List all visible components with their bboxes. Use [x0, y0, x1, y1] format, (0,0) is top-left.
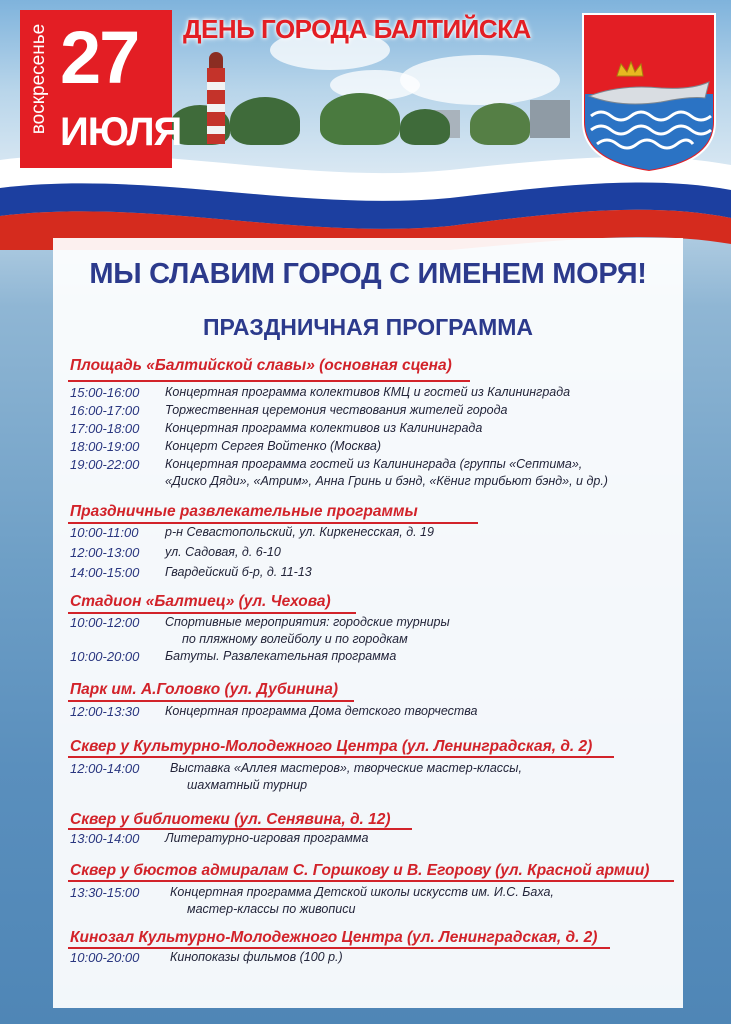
event-description: ул. Садовая, д. 6-10: [165, 545, 281, 559]
event-description: мастер-классы по живописи: [187, 902, 356, 916]
date-month: ИЮЛЯ: [60, 110, 182, 154]
section-underline: [68, 756, 614, 758]
event-description: Концертная программа гостей из Калининграда (группы «Септима»,: [165, 457, 583, 471]
event-description: Торжественная церемония чествования жителей города: [165, 403, 508, 417]
event-time: 10:00-12:00: [70, 615, 140, 630]
lighthouse-image: [205, 52, 227, 144]
section-title: Сквер у бюстов адмиралам С. Горшкову и В. Егорову (ул. Красной армии): [70, 862, 650, 879]
event-description: Концертная программа колективов из Калининграда: [165, 421, 483, 435]
section-title: Кинозал Культурно-Молодежного Центра (ул. Ленинградская, д. 2): [70, 929, 598, 946]
event-time: 18:00-19:00: [70, 439, 140, 454]
section-title: Парк им. А.Головко (ул. Дубинина): [70, 681, 339, 698]
event-description: по пляжному волейболу и по городкам: [182, 632, 408, 646]
event-time: 19:00-22:00: [70, 457, 140, 472]
event-time: 12:00-13:00: [70, 545, 140, 560]
section-title: Праздничные развлекательные программы: [70, 503, 418, 520]
event-description: р-н Севастопольский, ул. Киркенесская, д. 19: [165, 525, 434, 539]
section-underline: [68, 700, 354, 702]
coat-of-arms-icon: [581, 12, 717, 174]
date-day: 27: [60, 16, 139, 99]
city-title: ДЕНЬ ГОРОДА БАЛТИЙСКА: [183, 14, 531, 44]
event-time: 12:00-13:30: [70, 704, 140, 719]
section-title: Сквер у библиотеки (ул. Сенявина, д. 12): [70, 811, 391, 828]
event-description: шахматный турнир: [187, 778, 308, 792]
event-description: Концертная программа Дома детского творчества: [165, 704, 478, 718]
event-description: Кинопоказы фильмов (100 р.): [170, 950, 343, 964]
event-time: 15:00-16:00: [70, 385, 140, 400]
event-description: Батуты. Развлекательная программа: [165, 649, 397, 663]
trees: [170, 95, 570, 145]
event-time: 10:00-11:00: [70, 525, 139, 540]
event-time: 13:00-14:00: [70, 831, 140, 846]
event-description: Концертная программа колективов КМЦ и гостей из Калининграда: [165, 385, 571, 399]
section-title: Сквер у Культурно-Молодежного Центра (ул. Ленинградская, д. 2): [70, 738, 593, 755]
weekday-label: воскресенье: [28, 23, 49, 135]
subheadline: ПРАЗДНИЧНАЯ ПРОГРАММА: [202, 314, 534, 340]
event-time: 12:00-14:00: [70, 761, 140, 776]
date-block: [20, 10, 182, 168]
event-description: Литературно-игровая программа: [165, 831, 369, 845]
event-description: Выставка «Аллея мастеров», творческие мастер-классы,: [170, 761, 522, 775]
event-description: Гвардейский б-р, д. 11-13: [165, 565, 312, 579]
event-description: Концертная программа Детской школы искусств им. И.С. Баха,: [170, 885, 554, 899]
event-description: «Диско Дяди», «Атрим», Анна Гринь и бэнд, «Кёниг трибьют бэнд», и др.): [165, 474, 608, 488]
section-underline: [68, 880, 674, 882]
section-title: Стадион «Балтиец» (ул. Чехова): [70, 593, 331, 610]
section-underline: [68, 380, 470, 382]
event-description: Спортивные мероприятия: городские турниры: [165, 615, 450, 629]
event-description: Концерт Сергея Войтенко (Москва): [165, 439, 382, 453]
event-time: 10:00-20:00: [70, 649, 140, 664]
event-time: 16:00-17:00: [70, 403, 140, 418]
event-time: 10:00-20:00: [70, 950, 140, 965]
headline: МЫ СЛАВИМ ГОРОД С ИМЕНЕМ МОРЯ!: [89, 258, 647, 290]
event-time: 17:00-18:00: [70, 421, 140, 436]
event-time: 14:00-15:00: [70, 565, 140, 580]
section-title: Площадь «Балтийской славы» (основная сцена): [70, 357, 452, 374]
event-time: 13:30-15:00: [70, 885, 140, 900]
